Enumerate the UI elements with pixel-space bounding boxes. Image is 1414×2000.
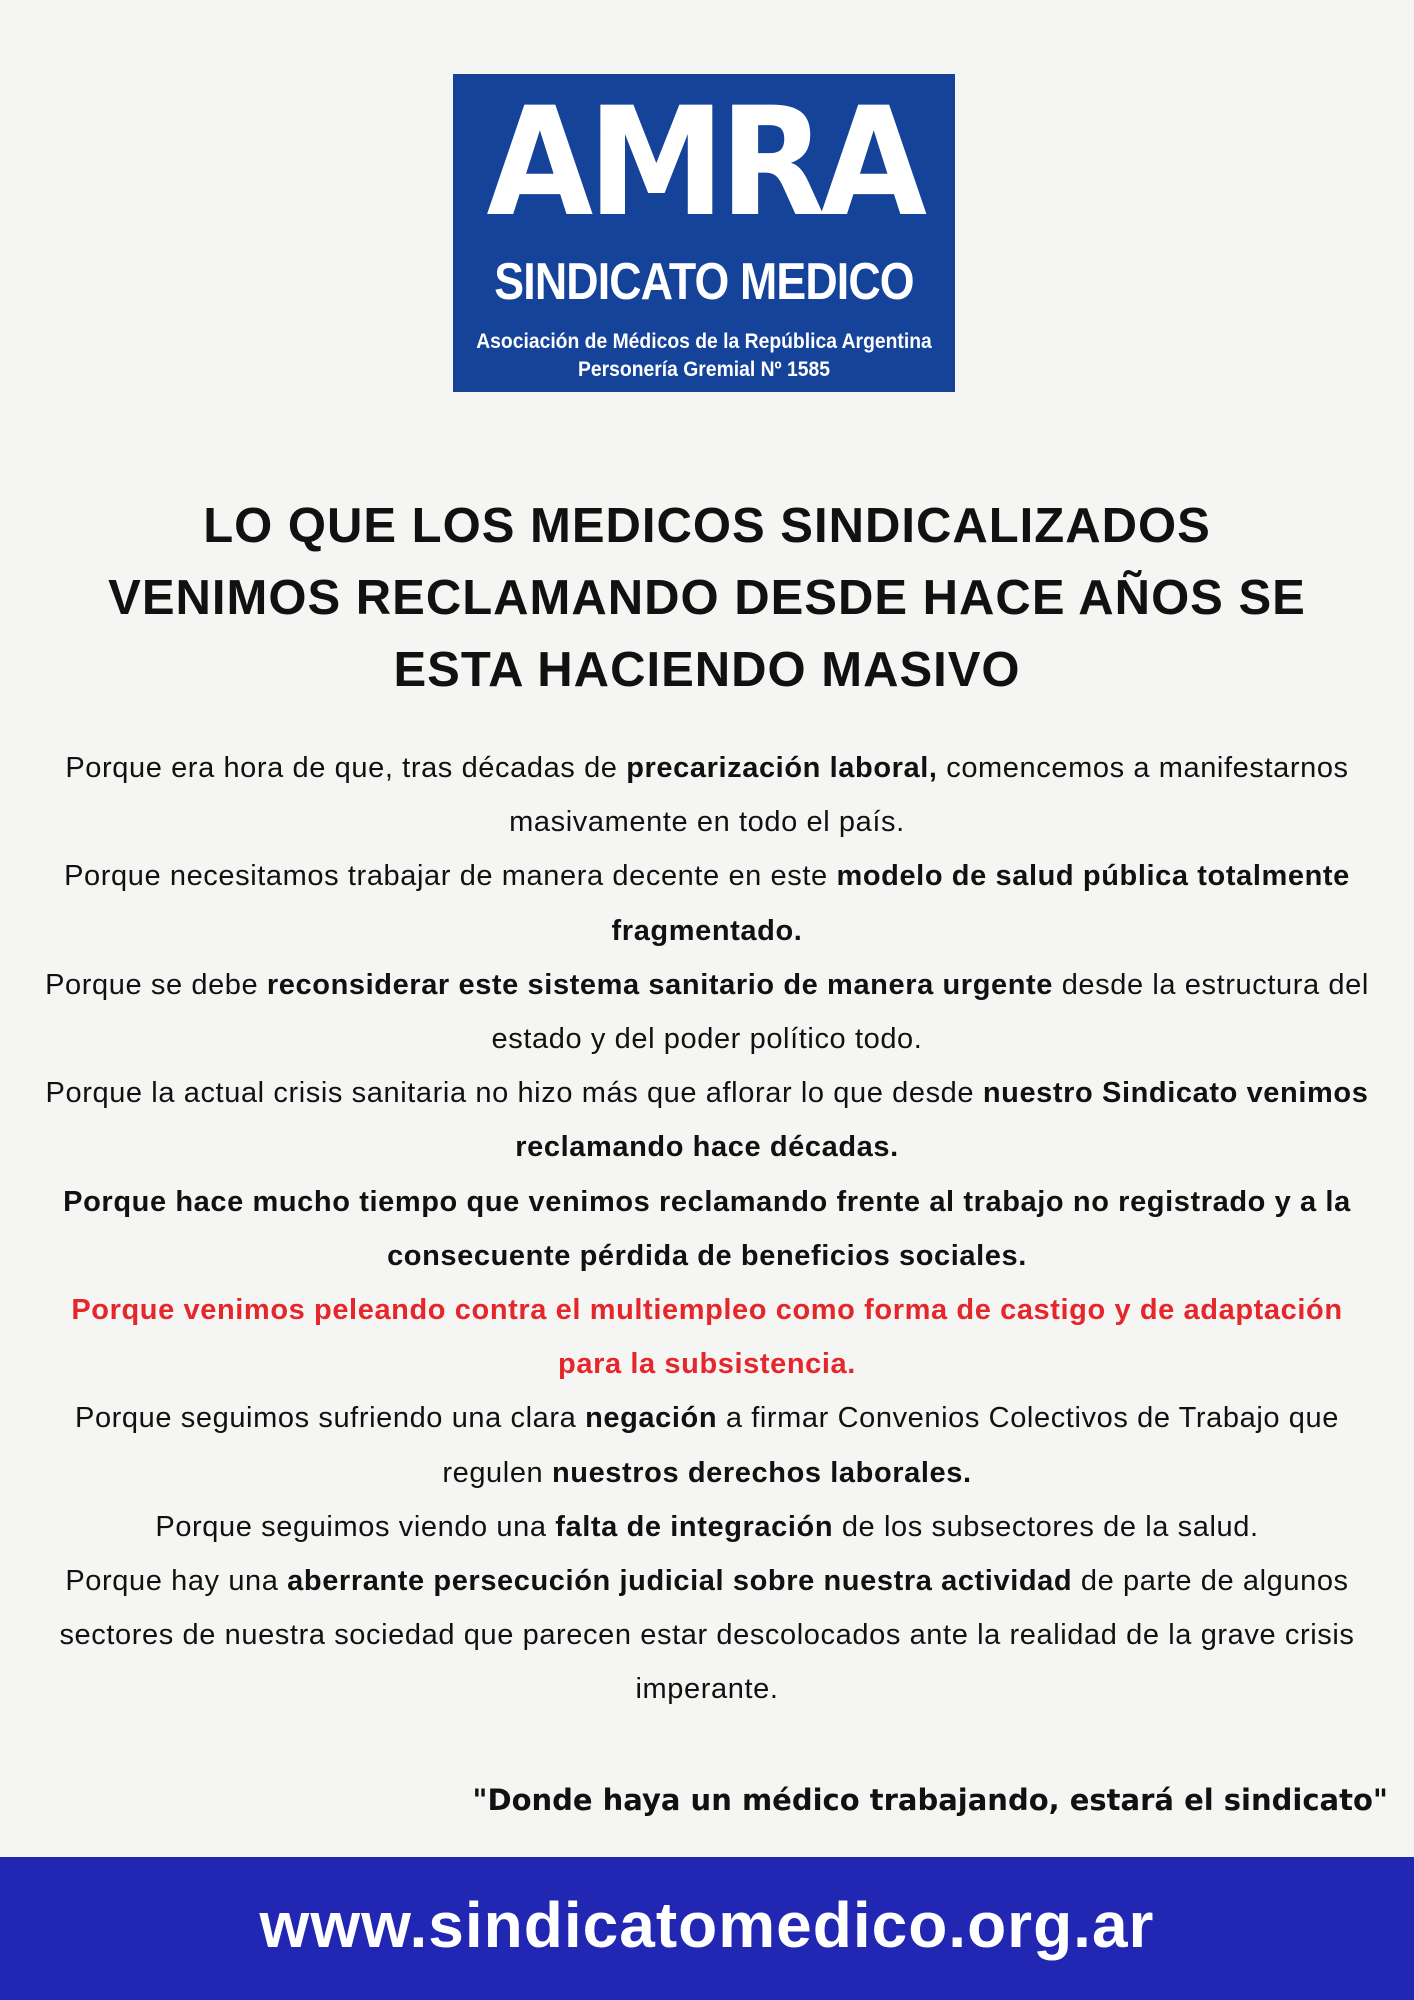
- paragraph-text: Porque era hora de que, tras décadas de: [65, 752, 627, 784]
- paragraph-text: Porque se debe: [45, 968, 267, 1001]
- paragraph-emphasis: negación: [585, 1402, 718, 1435]
- paragraph-sistema-sanitario: [40, 958, 1374, 1066]
- paragraph-emphasis: nuestros derechos laborales.: [551, 1456, 972, 1489]
- body-text: [40, 741, 1374, 1717]
- paragraph-crisis-sanitaria: [40, 1066, 1374, 1174]
- paragraph-text: a firmar Convenios Colectivos de Trabajo que regulen: [442, 1402, 1339, 1489]
- paragraph-emphasis: aberrante persecución judicial sobre nuestra actividad: [287, 1565, 1073, 1598]
- paragraph-persecucion: [40, 1554, 1374, 1717]
- logo-subtitle: SINDICATO MEDICO: [494, 253, 914, 311]
- paragraph-text: de los subsectores de la salud.: [833, 1510, 1259, 1543]
- paragraph-emphasis: modelo de salud pública totalmente fragmentado.: [611, 860, 1350, 947]
- paragraph-trabajo-no-registrado: [40, 1175, 1374, 1283]
- paragraph-text: Porque seguimos sufriendo una clara: [75, 1402, 586, 1435]
- paragraph-text: Porque hay una: [65, 1565, 288, 1598]
- paragraph-emphasis: reconsiderar este sistema sanitario de manera urgente: [266, 968, 1054, 1001]
- amra-logo: [453, 74, 955, 392]
- paragraph-emphasis: Porque hace mucho tiempo que venimos reclamando frente al trabajo no registrado y a la consecuente pérdida de beneficios sociales.: [63, 1185, 1351, 1272]
- headline-line-1: LO QUE LOS MEDICOS SINDICALIZADOS: [203, 499, 1211, 553]
- paragraph-modelo-salud: [40, 849, 1374, 957]
- paragraph-text: comencemos a manifestarnos masivamente en todo el país.: [509, 752, 1349, 839]
- headline-line-2: VENIMOS RECLAMANDO DESDE HACE AÑOS SE: [108, 571, 1306, 625]
- motto-quote: "Donde haya un médico trabajando, estará el sindicato": [472, 1783, 1388, 1817]
- headline: [40, 490, 1374, 706]
- paragraph-text: Porque seguimos viendo una: [155, 1510, 556, 1543]
- footer-banner: [0, 1857, 1414, 2000]
- headline-line-3: ESTA HACIENDO MASIVO: [393, 643, 1021, 697]
- logo-wordmark: AMRA: [486, 76, 922, 250]
- paragraph-emphasis: falta de integración: [555, 1510, 834, 1543]
- paragraph-text: Porque necesitamos trabajar de manera decente en este: [64, 860, 837, 893]
- paragraph-integracion: [40, 1500, 1374, 1554]
- paragraph-text: Porque la actual crisis sanitaria no hizo más que aflorar lo que desde: [45, 1077, 983, 1110]
- paragraph-text: desde la estructura del estado y del poder político todo.: [491, 968, 1369, 1056]
- paragraph-emphasis: nuestro Sindicato venimos reclamando hace décadas.: [515, 1077, 1369, 1164]
- paragraph-precarizacion: [40, 741, 1374, 849]
- logo-registration: Personería Gremial Nº 1585: [578, 358, 830, 381]
- logo-association-name: Asociación de Médicos de la República Argentina: [476, 330, 932, 353]
- paragraph-emphasis: precarización laboral,: [626, 752, 938, 784]
- paragraph-convenios: [40, 1391, 1374, 1499]
- paragraph-highlight: Porque venimos peleando contra el multiempleo como forma de castigo y de adaptación para la subsistencia.: [71, 1294, 1343, 1381]
- paragraph-multiempleo: [40, 1283, 1374, 1391]
- paragraph-text: de parte de algunos sectores de nuestra sociedad que parecen estar descolocados ante la realidad de la grave crisis imperante.: [59, 1565, 1355, 1706]
- website-link[interactable]: www.sindicatomedico.org.ar: [259, 1888, 1155, 1961]
